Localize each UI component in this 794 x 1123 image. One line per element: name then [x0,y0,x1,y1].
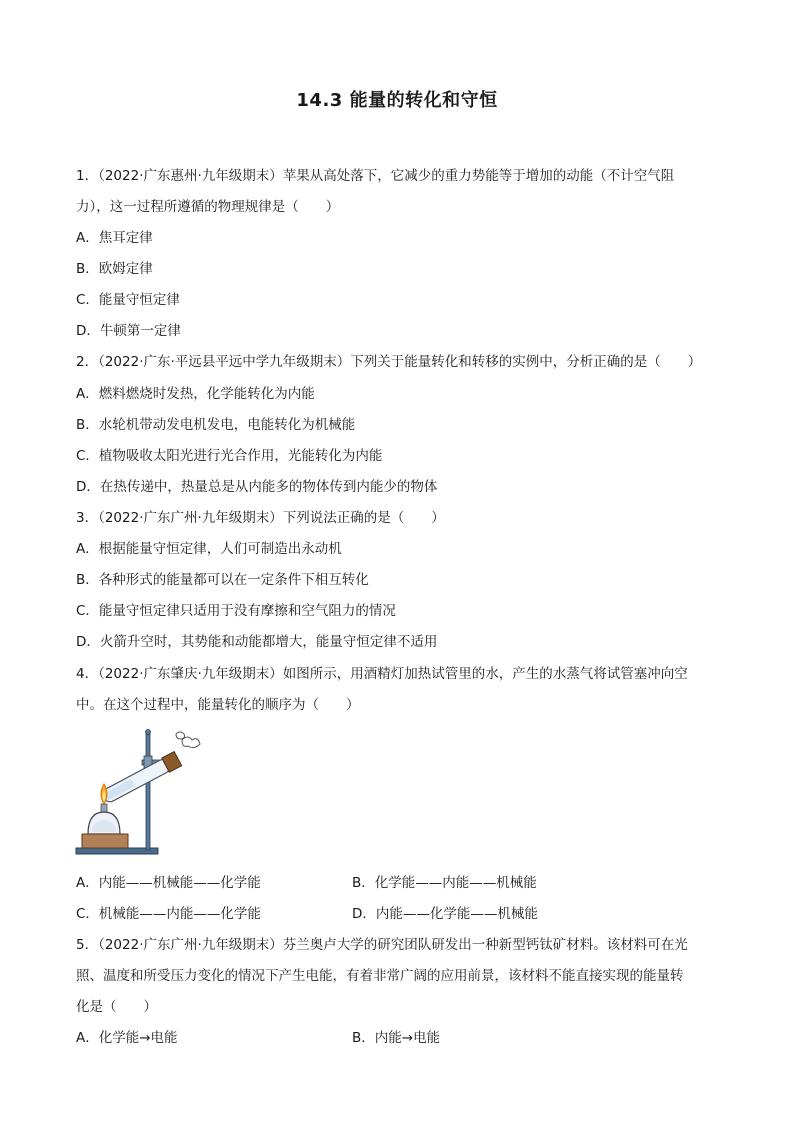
q1-option-b: B．欧姆定律 [76,261,153,277]
q2-option-b: B．水轮机带动发电机发电，电能转化为机械能 [76,417,356,433]
q1-option-a: A．焦耳定律 [76,230,153,246]
q1-stem-line1: 1．（2022·广东惠州·九年级期末）苹果从高处落下，它减少的重力势能等于增加的动能（不计空气阻 [76,168,675,184]
alcohol-lamp-test-tube-figure [74,728,204,860]
q3-stem-line1: 3．（2022·广东广州·九年级期末）下列说法正确的是（ ） [76,510,445,526]
q2-option-d: D．在热传递中，热量总是从内能多的物体传到内能少的物体 [76,479,438,495]
q1-option-c: C．能量守恒定律 [76,292,180,308]
page-title: 14.3 能量的转化和守恒 [296,90,498,111]
q3-option-a: A．根据能量守恒定律，人们可制造出永动机 [76,541,342,557]
q3-option-d: D．火箭升空时，其势能和动能都增大，能量守恒定律不适用 [76,634,438,650]
q3-option-b: B．各种形式的能量都可以在一定条件下相互转化 [76,572,369,588]
q4-option-c: C．机械能——内能——化学能 [76,906,261,922]
q5-option-b: B．内能→电能 [352,1030,441,1046]
q4-option-b: B．化学能——内能——机械能 [352,875,537,891]
q1-stem-line2: 力），这一过程所遵循的物理规律是（ ） [76,199,340,215]
stand-rod [146,732,150,850]
q2-option-a: A．燃料燃烧时发热，化学能转化为内能 [76,386,315,402]
q4-option-a: A．内能——机械能——化学能 [76,875,261,891]
q2-option-c: C．植物吸收太阳光进行光合作用，光能转化为内能 [76,448,383,464]
test-tube [100,752,182,806]
wood-block [82,834,128,848]
q2-stem-line1: 2．（2022·广东·平远县平远中学九年级期末）下列关于能量转化和转移的实例中，分析正确的是（ ） [76,354,702,370]
q3-option-c: C．能量守恒定律只适用于没有摩擦和空气阻力的情况 [76,603,396,619]
q1-option-d: D．牛顿第一定律 [76,323,181,339]
q5-stem-line3: 化是（ ） [76,999,157,1015]
q4-stem-line1: 4．（2022·广东肇庆·九年级期末）如图所示，用酒精灯加热试管里的水，产生的水蒸气将试管塞冲向空 [76,666,688,682]
lamp-wick [101,804,107,812]
q4-option-d: D．内能——化学能——机械能 [352,906,538,922]
q5-option-a: A．化学能→电能 [76,1030,178,1046]
steam-puff [182,737,200,748]
q4-stem-line2: 中。在这个过程中，能量转化的顺序为（ ） [76,697,360,713]
q5-stem-line2: 照、温度和所受压力变化的情况下产生电能，有着非常广阔的应用前景，该材料不能直接实现的能量转 [76,968,684,984]
q5-stem-line1: 5．（2022·广东广州·九年级期末）芬兰奥卢大学的研究团队研发出一种新型钙钛矿材料。该材料可在光 [76,937,688,953]
